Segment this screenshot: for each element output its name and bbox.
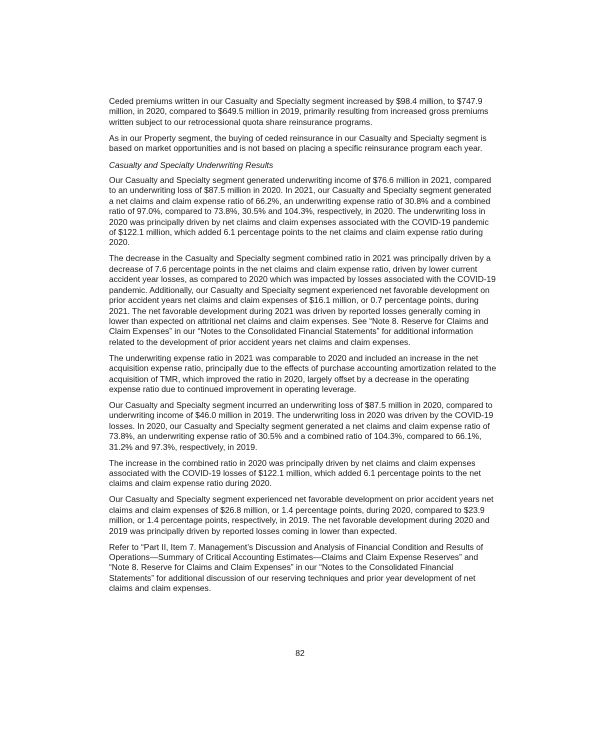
- section-heading-underwriting-results: Casualty and Specialty Underwriting Results: [109, 159, 274, 170]
- paragraph-underwriting-expense-ratio-2021: The underwriting expense ratio in 2021 was comparable to 2020 and included an increase in the net acquisition expense ratio, principally due to the effects of purchase accounting amortization related to the acquisition of TMR, which improved the ratio in 2020, largely offset by a decrease in the operating expense ratio due to continued improvement in operating leverage.: [109, 352, 497, 394]
- paragraph-combined-ratio-increase-2020: The increase in the combined ratio in 2020 was principally driven by net claims and claim expenses associated with the COVID-19 losses of $122.1 million, which added 6.1 percentage points to the net claims and claim expense ratio during 2020.: [109, 457, 481, 489]
- paragraph-underwriting-income-2021: Our Casualty and Specialty segment generated underwriting income of $76.6 million in 2021, compared to an underwriting loss of $87.5 million in 2020. In 2021, our Casualty and Specialty segment generated a net claims and claim expense ratio of 66.2%, an underwriting expense ratio of 30.8% and a combined ratio of 97.0%, compared to 73.8%, 30.5% and 104.3%, respectively, in 2020. The underwriting loss in 2020 was principally driven by net claims and claim expenses associated with the COVID-19 pandemic of $122.1 million, which added 6.1 percentage points to the net claims and claim expense ratio during 2020.: [109, 175, 492, 248]
- document-page-body: [109, 96, 497, 599]
- page-number: 82: [295, 648, 305, 658]
- paragraph-combined-ratio-decrease-2021: The decrease in the Casualty and Specialty segment combined ratio in 2021 was principally driven by a decrease of 7.6 percentage points in the net claims and claim expense ratio, driven by lower current accident year losses, as compared to 2020 which was impacted by losses associated with the COVID-19 pandemic. Additionally, our Casualty and Specialty segment experienced net favorable development on prior accident years net claims and claim expenses of $16.1 million, or 0.7 percentage points, during 2021. The net favorable development during 2021 was driven by reported losses generally coming in lower than expected on attritional net claims and claim expenses. See “Note 8. Reserve for Claims and Claim Expenses” in our “Notes to the Consolidated Financial Statements” for additional information related to the development of prior accident years net claims and claim expenses.: [109, 253, 496, 347]
- paragraph-cross-reference: Refer to “Part II, Item 7. Management’s Discussion and Analysis of Financial Condition and Results of Operations—Summary of Critical Accounting Estimates—Claims and Claim Expense Reserves” and “Note 8. Reserve for Claims and Claim Expenses” in our “Notes to the Consolidated Financial Statements” for additional discussion of our reserving techniques and prior year development of net claims and claim expenses.: [109, 541, 484, 594]
- paragraph-ceded-reinsurance-policy: As in our Property segment, the buying of ceded reinsurance in our Casualty and Specialty segment is based on market opportunities and is not based on placing a specific reinsurance program each year.: [109, 132, 487, 154]
- paragraph-favorable-development-2020: Our Casualty and Specialty segment experienced net favorable development on prior accident years net claims and claim expenses of $26.8 million, or 1.4 percentage points, during 2020, compared to $23.9 million, or 1.4 percentage points, respectively, in 2019. The net favorable development during 2020 and 2019 was principally driven by reported losses coming in lower than expected.: [109, 494, 494, 536]
- paragraph-ceded-premiums: Ceded premiums written in our Casualty and Specialty segment increased by $98.4 million, to $747.9 million, in 2020, compared to $649.5 million in 2019, primarily resulting from increased gross premiums written subject to our retrocessional quota share reinsurance programs.: [109, 96, 489, 127]
- paragraph-underwriting-loss-2020: Our Casualty and Specialty segment incurred an underwriting loss of $87.5 million in 2020, compared to underwriting income of $46.0 million in 2019. The underwriting loss in 2020 was driven by the COVID-19 losses. In 2020, our Casualty and Specialty segment generated a net claims and claim expense ratio of 73.8%, an underwriting expense ratio of 30.5% and a combined ratio of 104.3%, compared to 66.1%, 31.2% and 97.3%, respectively, in 2019.: [109, 399, 494, 452]
